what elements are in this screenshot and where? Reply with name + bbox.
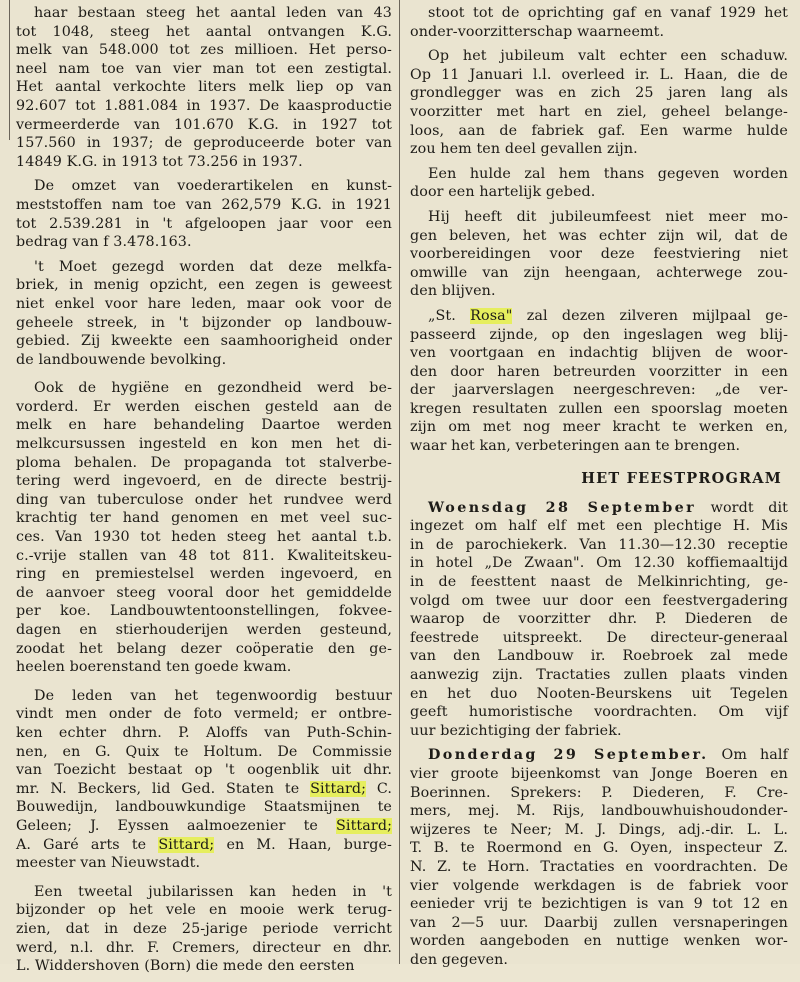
paragraph-fodder-turnover [16,177,392,251]
text-line: De omzet van voederartikelen en kunst- [34,178,392,195]
text-line: N. Z. te Horn. Tractaties en voordrachten. De [410,858,788,875]
paragraph-tribute [410,165,788,202]
paragraph-hygiene [16,379,392,677]
text-line: vermeerderde van 101.670 K.G. in 1927 tot [16,116,392,133]
paragraph-thursday [410,746,788,969]
text-line: loos, aan de fabriek gaf. Een warme hulde [410,122,788,139]
text-line: ven voortgaan en indachtig blijven de woor- [410,345,788,362]
text-line: in de feesttent naast de Melkinrichting, ge- [410,574,788,591]
text-line: de aanvoer steeg vooral door het gemiddelde [16,584,392,601]
text-fragment: Geleen; J. Eyssen aalmoezenier te [16,817,337,834]
text-line: eenieder vrij te bezichtigen is van 9 tot 12 en [410,896,788,913]
text-line: uur bezichtiging der fabriek. [410,722,622,739]
text-line: Bouwedijn, landbouwkundige Staatsmijnen te [16,799,392,816]
text-line: in de parochiekerk. Van 11.30—12.30 receptie [410,536,788,553]
text-line: passeerd zijnde, op den ingeslagen weg blij- [410,326,788,343]
text-line: Op 11 Januari l.l. overleed ir. L. Haan, die de [410,66,788,83]
text-line: briek, in menig opzicht, een zegen is geweest [16,277,392,294]
text-line: Boerinnen. Sprekers: P. Diederen, F. Cre- [410,784,788,801]
text-fragment: „St. [428,307,471,324]
text-line: zoodat het belang dezer coöperatie den ge- [16,640,392,657]
text-line: onder-voorzitterschap waarneemt. [410,23,665,40]
text-line: van 2—5 uur. Daarbij zullen versnaperingen [410,914,788,931]
text-line: geeft humoristische voordrachten. Om vijf [410,704,788,721]
text-line: Een tweetal jubilarissen kan heden in 't [34,883,392,900]
text-line: gebied. Zij kweekte een saamhoorigheid onder [16,333,392,350]
text-line: melk van 548.000 tot zes millioen. Het perso- [16,42,392,59]
text-line [16,780,392,799]
text-line: kregen resultaten zullen een spoorslag moeten [410,400,788,417]
text-line: De leden van het tegenwoordig bestuur [34,687,392,704]
text-line: neel nam toe van vier man tot een zestigtal. [16,60,392,77]
text-line: en het duo Nooten-Beurskens uit Tegelen [410,685,788,702]
text-line [410,499,788,518]
text-line: zou hem ten deel gevallen zijn. [410,141,638,158]
text-line: T. B. te Roermond en G. Oyen, inspecteur Z. [410,840,788,857]
text-line: melk en hare behandeling Daartoe werden [16,417,392,434]
text-line: bedrag van f 3.478.163. [16,234,192,251]
text-line: meester van Nieuwstadt. [16,855,201,872]
text-line: vier groote bijeenkomst van Jonge Boeren en [410,765,788,782]
day-lead: Donderdag 29 September. [428,747,709,764]
highlighted-term: Sittard; [336,817,392,834]
text-line: gen beleven, het was echter zijn wil, dat de [410,227,788,244]
text-line: melkcursussen ingesteld en kon men het di- [16,436,392,453]
text-line: geheele streek, in 't bijzonder op landbouw- [16,314,392,331]
text-fragment: Om half [708,747,788,764]
text-line [410,746,788,765]
text-line: grondlegger was en zich 25 jaren lang als [410,85,788,102]
text-line: ring en premiestelsel werden ingevoerd, en [16,566,392,583]
paragraph-blessing [16,258,392,370]
day-lead: Woensdag 28 September [428,499,697,516]
text-line: zien, dat in deze 25-jarige periode verricht [16,920,392,937]
text-line: vorderd. Er werden eischen gesteld aan de [16,398,392,415]
text-line: waar het kan, verbeteringen aan te brengen. [410,438,741,455]
paragraph-st-rosa [410,307,788,456]
text-line: 14849 K.G. in 1913 tot 73.256 in 1937. [16,153,303,170]
highlighted-term: Sittard; [310,780,367,797]
text-line [410,307,788,326]
text-line: der jaarverslagen neergeschreven: „de ver- [410,382,788,399]
text-line: in hotel „De Zwaan". Om 12.30 koffiemaaltijd [410,555,788,572]
text-line: ces. Van 1930 tot heden steeg het aantal t.b. [16,529,392,546]
text-line: Ook de hygiëne en gezondheid werd be- [34,380,392,397]
highlighted-term: Sittard; [158,836,215,853]
paragraph-board-members [16,687,392,873]
text-line: werd, n.l. dhr. F. Cremers, directeur en dhr. [16,939,392,956]
text-line: waarop de voorzitter dhr. P. Diederen de [410,611,788,628]
text-line: den door haren betreurden voorzitter in een [410,363,788,380]
text-line: dagen en stierhouderijen werden gesteund, [16,622,392,638]
text-line: tot 1048, steeg het aantal ontvangen K.G. [16,23,392,40]
text-line: worden aangeboden en nuttige wenken wor- [410,933,788,950]
text-line: vier volgende werkdagen is de fabriek voor [410,877,788,894]
text-line: tot 2.539.281 in 't afgeloopen jaar voor een [16,215,392,232]
text-line: van den Landbouw ir. Roebroek zal mede [410,648,788,665]
text-line: stoot tot de oprichting gaf en vanaf 1929 het [428,5,788,21]
paragraph-jubilarians [16,883,392,976]
text-line: van Toezicht bestaat op 't oogenblik uit dhr. [16,762,392,779]
text-fragment: en M. Haan, burge- [214,836,392,853]
text-line: aanwezig zijn. Tractaties zullen plaats vinden [410,667,788,683]
text-line: tering werd ingevoerd, en de directe bestrij- [16,473,392,490]
right-column [410,0,788,976]
text-line: 92.607 tot 1.881.084 in 1937. De kaasproductie [16,97,392,114]
text-line: haar bestaan steeg het aantal leden van 43 [34,5,392,21]
text-line: per koe. Landbouwtentoonstellingen, fokvee- [16,603,392,620]
text-fragment: A. Garé arts te [16,836,159,853]
paragraph-vice-chair [410,4,788,41]
text-line: ken echter dhrn. P. Aloffs van Puth-Schin- [16,724,392,741]
text-line: den blijven. [410,283,496,300]
text-line: volgd om twee uur door een feestvergadering [410,592,788,609]
text-line: wijzeres te Neer; M. J. Dings, adj.-dir. L. L. [410,821,788,838]
text-line: ding van tuberculose onder het rundvee werd [16,491,392,508]
paragraph-membership-stats [16,4,392,171]
text-line: krachtig ter hand genomen en met veel suc- [16,510,392,527]
column-divider [399,0,400,964]
text-line: feestrede uitspreekt. De directeur-generaal [410,629,788,646]
text-line [16,817,392,836]
text-line: c.-vrije stallen van 48 tot 811. Kwaliteitskeu- [16,547,392,564]
text-line: 157.560 in 1937; de geproduceerde boter van [16,135,392,152]
text-fragment: mr. N. Beckers, lid Ged. Staten te [16,780,311,797]
text-line: omwille van zijn heengaan, achterwege zou- [410,264,788,281]
text-line: de landbouwende bevolking. [16,351,227,368]
text-line: Een hulde zal hem thans gegeven worden [428,165,788,182]
text-line: heelen boerenstand ten goede kwam. [16,659,292,676]
text-line: nen, en G. Quix te Holtum. De Commissie [16,743,392,760]
section-heading: HET FEESTPROGRAM [581,469,782,487]
text-line: ploma behalen. De propaganda tot stalverbe- [16,454,392,471]
text-line: vindt men onder de foto vermeld; er ontbre- [16,706,392,723]
paragraph-wednesday [410,499,788,741]
text-line: zijn om met nog meer kracht te werken en, [410,419,788,436]
text-line: door een hartelijk gebed. [410,184,596,201]
text-line: bijzonder op het vele en mooie werk terug- [16,902,392,919]
text-line: mers, mej. M. Rijs, landbouwhuishoudonder- [410,803,788,820]
text-line: den gegeven. [410,951,509,968]
text-fragment: zal dezen zilveren mijlpaal ge- [512,307,788,324]
highlighted-term: Rosa" [470,307,513,324]
text-line: meststoffen nam toe van 262,579 K.G. in 1921 [16,196,392,213]
text-line: Op het jubileum valt echter een schaduw. [428,48,788,65]
text-line: 't Moet gezegd worden dat deze melkfa- [34,258,392,275]
text-line [16,836,392,855]
text-line: niet enkel voor hare leden, maar ook voor de [16,295,392,312]
paragraph-wish [410,208,788,301]
text-line: voorzitter met hart en ziel, geheel belange- [410,103,788,120]
text-line: L. Widdershoven (Born) die mede den eersten [16,958,355,975]
text-line: Het aantal verkochte liters melk liep op van [16,79,392,96]
left-column [6,0,392,982]
text-line: voorbereidingen voor deze feestviering niet [410,246,788,263]
text-fragment: C. [366,780,392,797]
paragraph-shadow [410,47,788,159]
text-fragment: wordt dit [696,499,789,516]
text-line: Hij heeft dit jubileumfeest niet meer mo- [428,208,788,225]
text-line: ingezet om half elf met een plechtige H. Mis [410,518,788,535]
